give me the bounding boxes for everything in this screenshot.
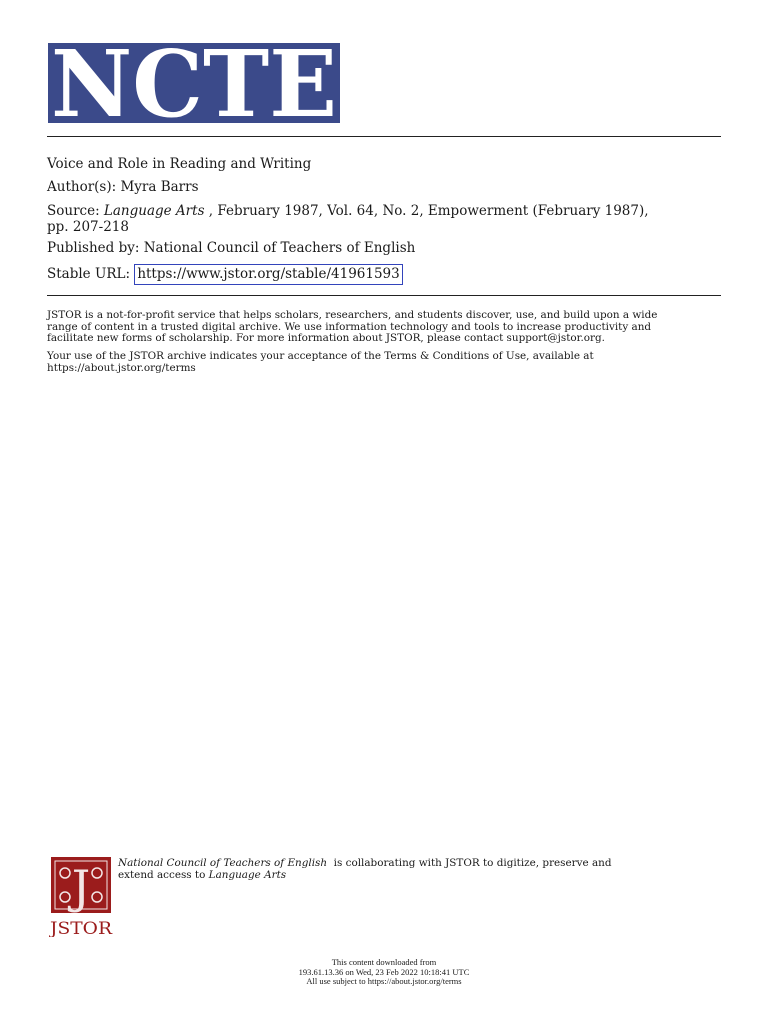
footer-line: All use subject to https://about.jstor.org/terms [306,976,462,986]
terms-line: Your use of the JSTOR archive indicates your acceptance of the Terms & Conditions of Use, available at [47,350,594,362]
publisher-label: Published by: [47,240,144,256]
notice-line: JSTOR is a not-for-profit service that helps scholars, researchers, and students discover, use, and build upon a wide [47,309,658,321]
author-value: Myra Barrs [120,179,199,195]
publisher-line [47,240,717,256]
article-title: Voice and Role in Reading and Writing [47,156,312,172]
divider-bottom [47,295,721,296]
ncte-logo-text: NCTE [51,43,337,123]
divider-top [47,136,721,137]
stable-url-link[interactable]: https://www.jstor.org/stable/41961593 [134,264,402,285]
author-line [47,179,717,195]
jstor-logo [49,857,115,937]
footer-line: 193.61.13.36 on Wed, 23 Feb 2022 10:18:41 UTC [298,966,470,977]
jstor-notice [47,310,719,345]
collab-org: National Council of Teachers of English [118,857,328,869]
author-label: Author(s): [47,179,121,195]
svg-text:J: J [71,860,91,914]
source-label: Source: [47,203,104,219]
collab-text: extend access to [118,869,209,881]
stable-url-label: Stable URL: [47,266,135,282]
terms-link[interactable]: https://about.jstor.org/terms [47,361,196,374]
download-footer [184,958,584,987]
source-pages: pp. 207-218 [47,219,129,235]
jstor-logo-text: JSTOR [49,919,114,937]
terms-notice [47,351,719,374]
source-line [47,203,717,235]
notice-line: facilitate new forms of scholarship. For more information about JSTOR, please contact support@jstor.org. [47,332,605,344]
source-details: , February 1987, Vol. 64, No. 2, Empowerment (February 1987), [204,203,649,219]
stable-url-line [47,264,717,285]
notice-line: range of content in a trusted digital archive. We use information technology and tools to increase productivity and [47,320,652,333]
collab-journal: Language Arts [208,869,287,881]
publisher-value: National Council of Teachers of English [143,240,416,256]
collaboration-statement [118,857,678,881]
ncte-logo [48,43,340,123]
collab-text: is collaborating with JSTOR to digitize, preserve and [327,857,612,869]
footer-line: This content downloaded from [331,957,437,967]
source-journal: Language Arts [103,203,205,219]
